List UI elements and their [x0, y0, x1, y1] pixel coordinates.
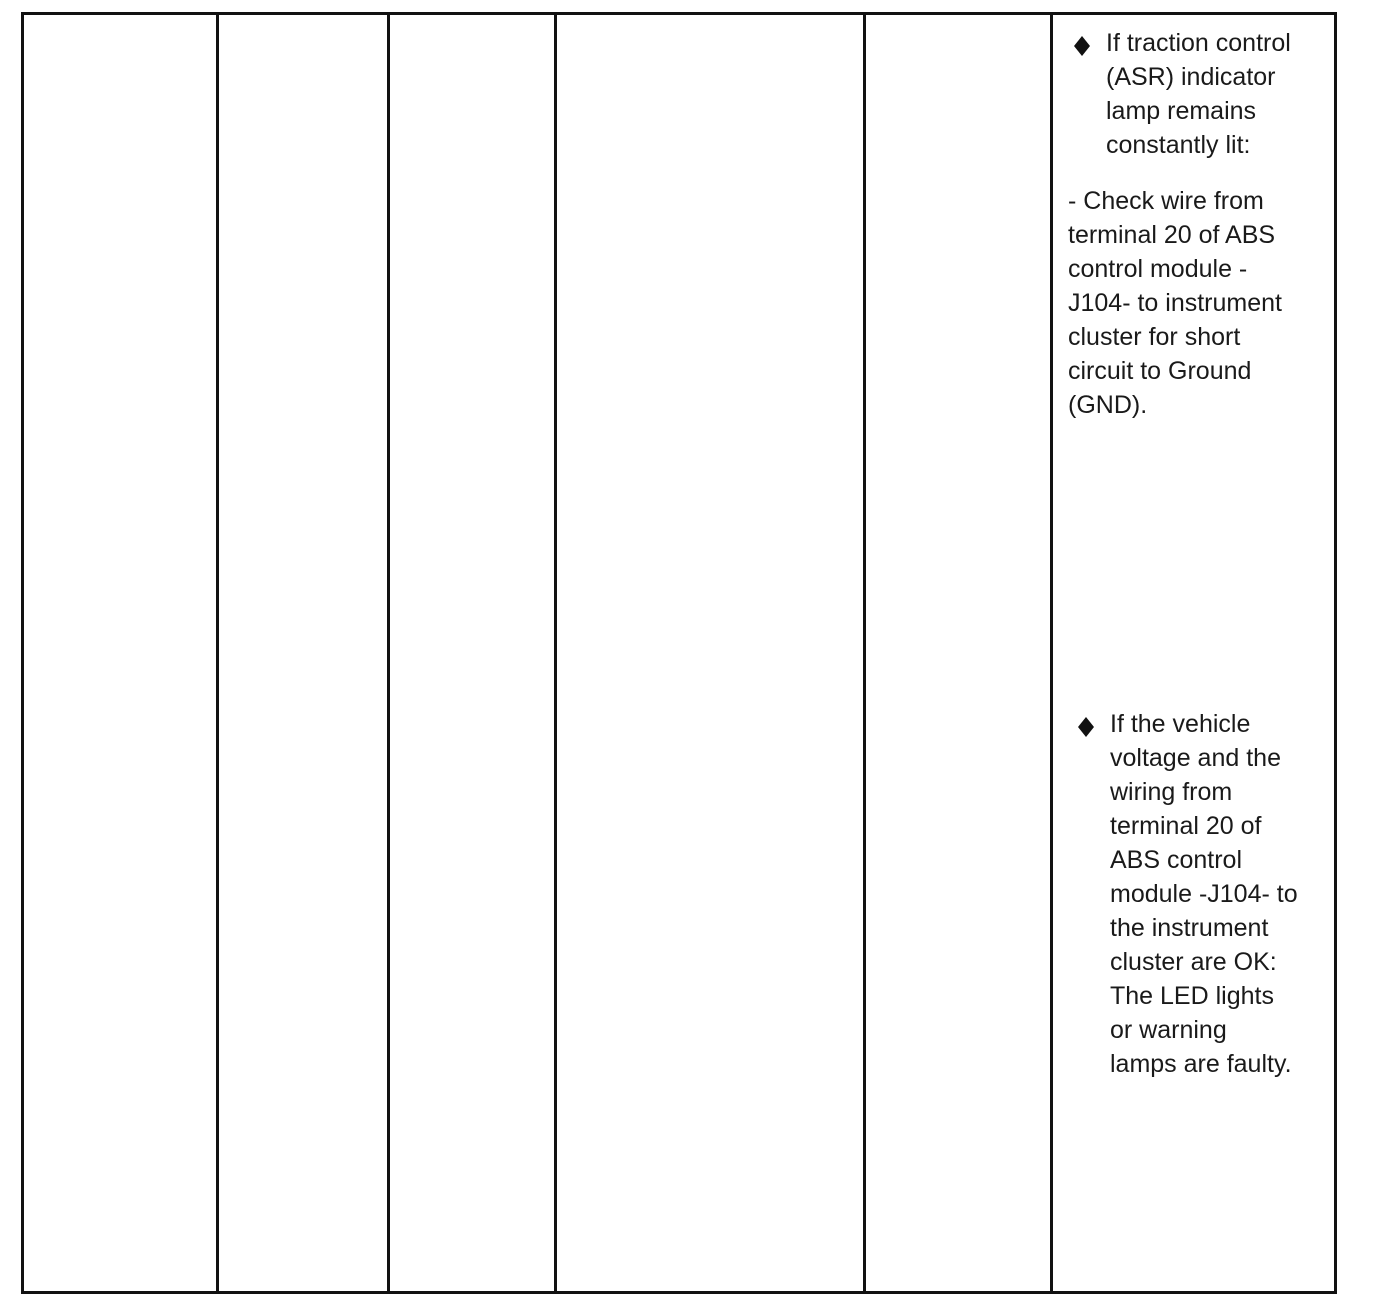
column-divider-1 [216, 12, 219, 1294]
bullet-vehicle-voltage-text: If the vehicle voltage and the wiring from terminal 20 of ABS control module -J104- to the instrument cluster are OK: The LED lights or warning lamps are faulty. [1110, 710, 1298, 1078]
bullet-traction-control-text: If traction control (ASR) indicator lamp remains constantly lit: [1106, 29, 1291, 159]
diamond-bullet-icon [1077, 716, 1095, 738]
check-wire-instruction: - Check wire from terminal 20 of ABS control module - J104- to instrument cluster for short circuit to Ground (GND). [1068, 187, 1282, 419]
column-divider-4 [863, 12, 866, 1294]
column-divider-2 [387, 12, 390, 1294]
column-divider-3 [554, 12, 557, 1294]
diamond-bullet-icon [1073, 35, 1091, 57]
column-divider-5 [1050, 12, 1053, 1294]
